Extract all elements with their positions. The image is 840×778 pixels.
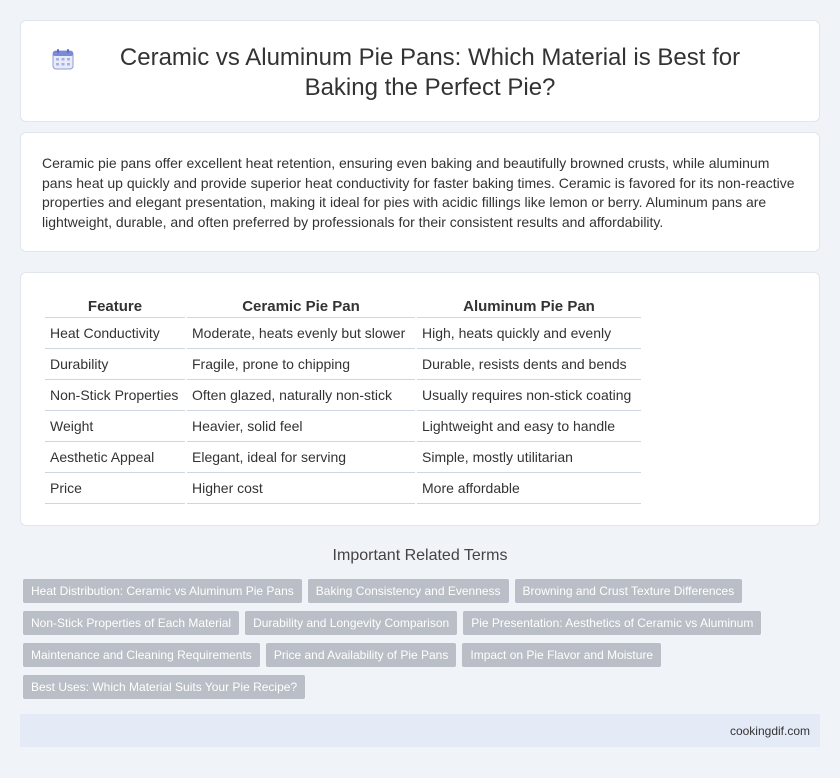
tag-row xyxy=(23,643,820,667)
related-term-tag[interactable]: Heat Distribution: Ceramic vs Aluminum Pie Pans xyxy=(23,579,302,603)
table-row xyxy=(45,318,641,349)
table-cell: Usually requires non-stick coating xyxy=(417,380,641,411)
related-term-tag[interactable]: Non-Stick Properties of Each Material xyxy=(23,611,239,635)
table-row xyxy=(45,442,641,473)
related-term-tag[interactable]: Impact on Pie Flavor and Moisture xyxy=(462,643,661,667)
table-cell: Heat Conductivity xyxy=(45,318,185,349)
related-term-tag[interactable]: Pie Presentation: Aesthetics of Ceramic vs Aluminum xyxy=(463,611,761,635)
table-cell: Simple, mostly utilitarian xyxy=(417,442,641,473)
table-cell: Lightweight and easy to handle xyxy=(417,411,641,442)
table-cell: Moderate, heats evenly but slower xyxy=(187,318,415,349)
comparison-card xyxy=(20,272,820,526)
table-cell: Non-Stick Properties xyxy=(45,380,185,411)
intro-card xyxy=(20,132,820,252)
table-header-row xyxy=(45,294,641,318)
table-cell: Elegant, ideal for serving xyxy=(187,442,415,473)
header-card xyxy=(20,20,820,122)
table-row xyxy=(45,411,641,442)
table-cell: High, heats quickly and evenly xyxy=(417,318,641,349)
page-title: Ceramic vs Aluminum Pie Pans: Which Material is Best for Baking the Perfect Pie? xyxy=(119,44,741,101)
site-name[interactable]: cookingdif.com xyxy=(729,724,810,738)
table-row xyxy=(45,473,641,504)
table-cell: Price xyxy=(45,473,185,504)
related-terms-list xyxy=(20,579,820,707)
comparison-table xyxy=(43,294,643,504)
related-terms-title: Important Related Terms xyxy=(332,547,508,564)
column-header-ceramic: Ceramic Pie Pan xyxy=(187,294,415,318)
tag-row xyxy=(23,579,820,603)
related-term-tag[interactable]: Durability and Longevity Comparison xyxy=(245,611,457,635)
table-cell: Fragile, prone to chipping xyxy=(187,349,415,380)
table-cell: Weight xyxy=(45,411,185,442)
related-term-tag[interactable]: Maintenance and Cleaning Requirements xyxy=(23,643,260,667)
table-cell: Heavier, solid feel xyxy=(187,411,415,442)
related-term-tag[interactable]: Baking Consistency and Evenness xyxy=(308,579,509,603)
column-header-aluminum: Aluminum Pie Pan xyxy=(417,294,641,318)
tag-row xyxy=(23,675,820,699)
related-term-tag[interactable]: Price and Availability of Pie Pans xyxy=(266,643,457,667)
footer-bar xyxy=(20,714,820,747)
intro-paragraph: Ceramic pie pans offer excellent heat retention, ensuring even baking and beautifully browned crusts, while aluminum pans heat up quickly and provide superior heat conductivity for faster baking times. Ceramic is favored for its non-reactive properties and elegant presentation, making it ideal for pies with acidic fillings like lemon or berry. Aluminum pans are lightweight, durable, and often preferred by professionals for their consistent results and affordability. xyxy=(42,155,795,230)
table-cell: Durability xyxy=(45,349,185,380)
table-row xyxy=(45,380,641,411)
table-cell: Aesthetic Appeal xyxy=(45,442,185,473)
tag-row xyxy=(23,611,820,635)
table-cell: Higher cost xyxy=(187,473,415,504)
column-header-feature: Feature xyxy=(45,294,185,318)
table-row xyxy=(45,349,641,380)
related-term-tag[interactable]: Browning and Crust Texture Differences xyxy=(515,579,743,603)
related-term-tag[interactable]: Best Uses: Which Material Suits Your Pie Recipe? xyxy=(23,675,305,699)
table-cell: Often glazed, naturally non-stick xyxy=(187,380,415,411)
table-cell: More affordable xyxy=(417,473,641,504)
table-cell: Durable, resists dents and bends xyxy=(417,349,641,380)
